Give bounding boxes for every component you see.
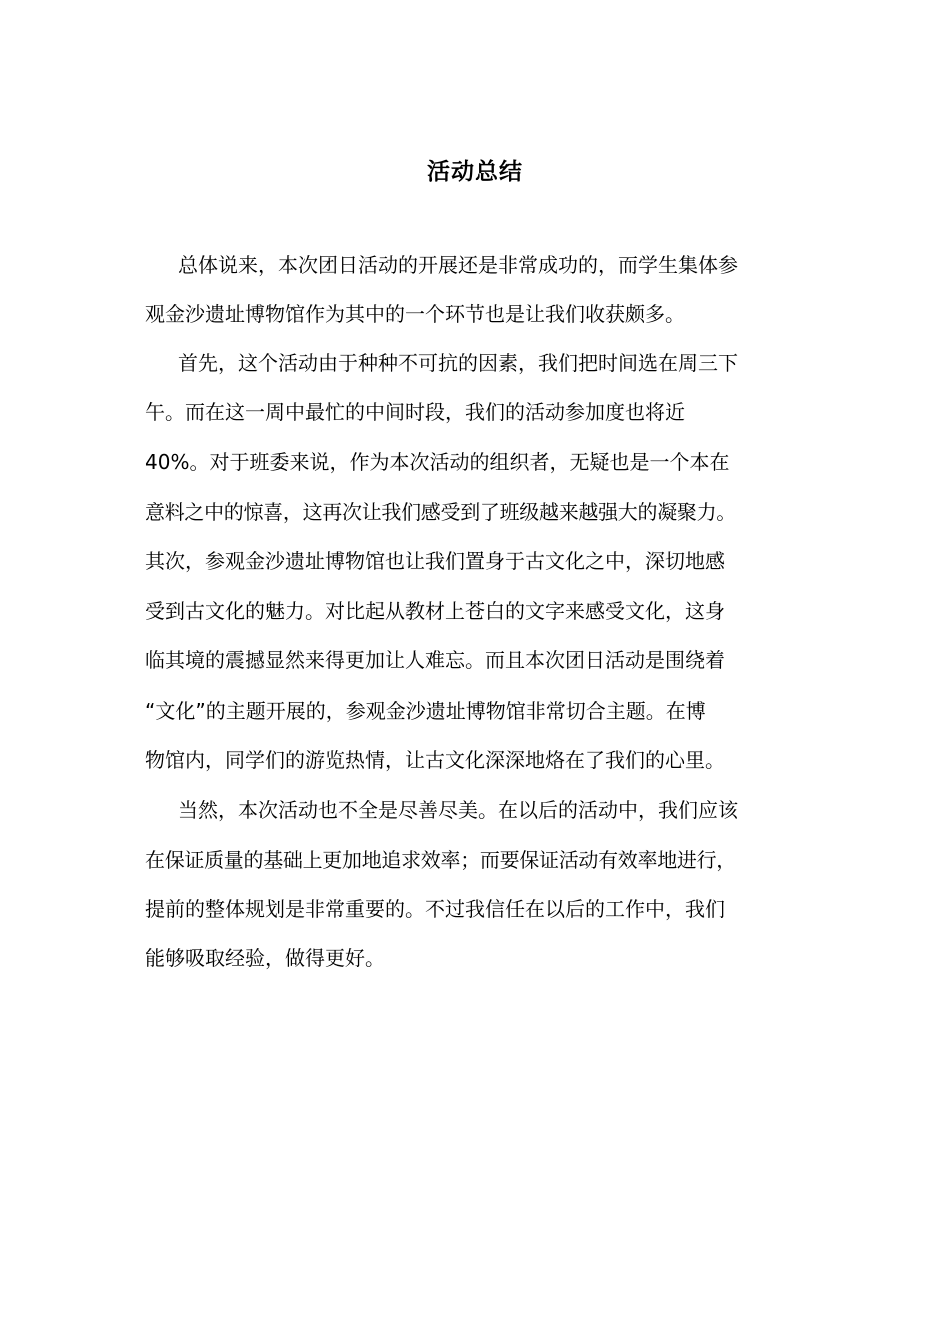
paragraph-line: 其次，参观金沙遗址博物馆也让我们置身于古文化之中，深切地感 (145, 549, 725, 573)
paragraph-line: 40%。对于班委来说，作为本次活动的组织者，无疑也是一个本在 (145, 450, 730, 474)
paragraph-line: 当然，本次活动也不全是尽善尽美。在以后的活动中，我们应该 (178, 798, 738, 822)
paragraph-line: 受到古文化的魅力。对比起从教材上苍白的文字来感受文化，这身 (145, 599, 725, 623)
paragraph-line: 提前的整体规划是非常重要的。不过我信任在以后的工作中，我们 (145, 897, 725, 921)
paragraph-line: 在保证质量的基础上更加地追求效率；而要保证活动有效率地进行， (145, 848, 736, 872)
paragraph-line: 总体说来，本次团日活动的开展还是非常成功的，而学生集体参 (178, 253, 738, 277)
paragraph-line: 午。而在这一周中最忙的中间时段，我们的活动参加度也将近 (145, 400, 685, 424)
paragraph-line: 首先，这个活动由于种种不可抗的因素，我们把时间选在周三下 (178, 351, 738, 375)
paragraph-line: 意料之中的惊喜，这再次让我们感受到了班级越来越强大的凝聚力。 (145, 500, 736, 524)
page-title: 活动总结 (427, 159, 523, 185)
paragraph-line: 物馆内，同学们的游览热情，让古文化深深地烙在了我们的心里。 (145, 748, 725, 772)
paragraph-line: 能够吸取经验，做得更好。 (145, 946, 385, 970)
paragraph-line: 观金沙遗址博物馆作为其中的一个环节也是让我们收获颇多。 (145, 302, 685, 326)
paragraph-line: 临其境的震撼显然来得更加让人难忘。而且本次团日活动是围绕着 (145, 648, 725, 672)
paragraph-line: “文化”的主题开展的，参观金沙遗址博物馆非常切合主题。在博 (145, 699, 706, 723)
